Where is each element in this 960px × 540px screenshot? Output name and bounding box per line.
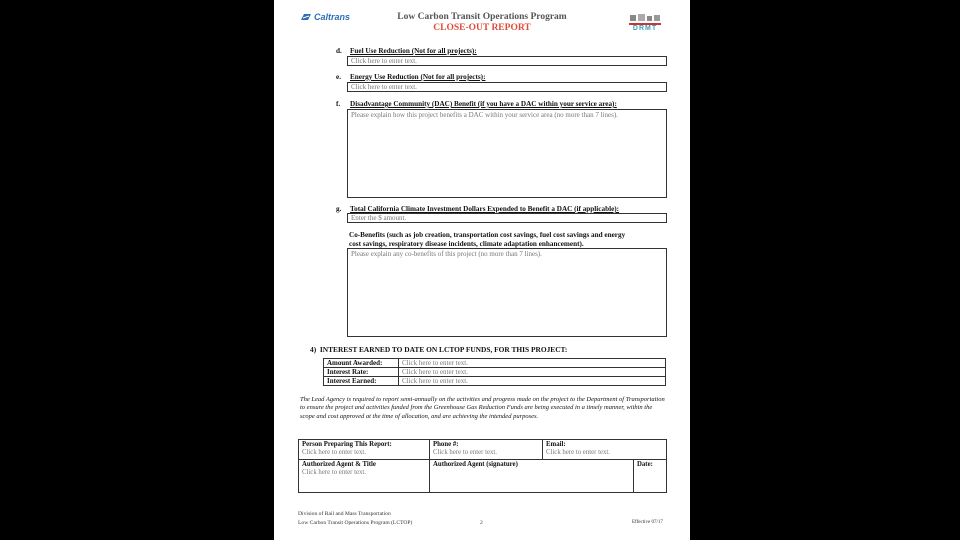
agent-signature-label: Authorized Agent (signature) [433,461,518,468]
item-f-text: Disadvantage Community (DAC) Benefit (if you have a DAC within your service area): [350,100,617,108]
agent-field[interactable]: Click here to enter text. [302,469,366,476]
agent-cell [299,460,430,493]
energy-use-field[interactable]: Click here to enter text. [347,82,667,92]
agent-label: Authorized Agent & Title [302,461,376,468]
agent-signature-cell[interactable] [430,460,634,493]
phone-field[interactable]: Click here to enter text. [433,449,497,456]
email-label: Email: [546,441,566,448]
item-g-text: Total California Climate Investment Dollars Expended to Benefit a DAC (if applicable): [350,205,620,213]
section4-number: 4) [310,345,317,354]
cobenefits-label-line2: cost savings, respiratory disease incidents, climate adaptation enhancement). [349,240,584,248]
item-f-letter: f. [336,100,341,108]
item-d-text: Fuel Use Reduction (Not for all projects): [350,47,477,55]
item-f-label [336,100,617,108]
item-e-letter: e. [336,73,341,81]
item-e-label [336,73,485,81]
signature-table [298,439,667,493]
table-row [299,460,667,493]
table-row [324,368,666,377]
interest-earned-field[interactable]: Click here to enter text. [399,377,666,386]
item-d-letter: d. [336,47,342,55]
caltrans-logo-text: Caltrans [314,12,351,22]
email-cell [543,440,667,460]
dac-dollars-field[interactable]: Enter the $ amount. [347,213,667,223]
drmt-logo [626,13,664,35]
amount-awarded-field[interactable]: Click here to enter text. [399,359,666,368]
lead-agency-note: The Lead Agency is required to report semi-annually on the activities and progress made on the project to the Department of Transportation to ensure the project and activities funded from the Greenhouse Gas Reduction Funds are being executed in a timely manner, within the scope and cost approved at the time of allocation, and are achieving the intended purposes. [300,396,665,420]
footer-effective-date: Effective 07/17 [632,520,663,525]
interest-table [323,358,666,386]
interest-rate-label: Interest Rate: [324,368,399,377]
amount-awarded-label: Amount Awarded: [324,359,399,368]
preparer-label: Person Preparing This Report: [302,441,392,448]
drmt-logo-text: DRMT [632,25,658,32]
table-row [324,359,666,368]
date-cell[interactable] [634,460,667,493]
preparer-field[interactable]: Click here to enter text. [302,449,366,456]
item-e-text: Energy Use Reduction (Not for all projects): [350,73,486,81]
item-g-label [336,205,619,213]
report-subtitle: CLOSE-OUT REPORT [433,23,531,33]
preparer-cell [299,440,430,460]
footer-program: Low Carbon Transit Operations Program (LCTOP) [298,520,413,526]
cobenefits-field[interactable]: Please explain any co-benefits of this project (no more than 7 lines). [347,248,667,337]
footer-division: Division of Rail and Mass Transportation [298,511,391,517]
phone-label: Phone #: [433,441,459,448]
phone-cell [430,440,543,460]
email-field[interactable]: Click here to enter text. [546,449,610,456]
dac-benefit-field[interactable]: Please explain how this project benefits a DAC within your service area (no more than 7 lines). [347,109,667,198]
footer-page-number: 2 [480,520,483,526]
item-d-label [336,47,477,55]
document-page [274,0,690,540]
section4-title: INTEREST EARNED TO DATE ON LCTOP FUNDS, FOR THIS PROJECT: [319,345,568,354]
date-label: Date: [637,461,653,468]
table-row [324,377,666,386]
table-row [299,440,667,460]
fuel-use-field[interactable]: Click here to enter text. [347,56,667,66]
item-g-letter: g. [336,205,342,213]
cobenefits-label-line1: Co-Benefits (such as job creation, transportation cost savings, fuel cost savings and energy [349,231,626,239]
interest-rate-field[interactable]: Click here to enter text. [399,368,666,377]
section4-heading [310,345,567,354]
interest-earned-label: Interest Earned: [324,377,399,386]
report-title: Low Carbon Transit Operations Program [397,12,567,22]
